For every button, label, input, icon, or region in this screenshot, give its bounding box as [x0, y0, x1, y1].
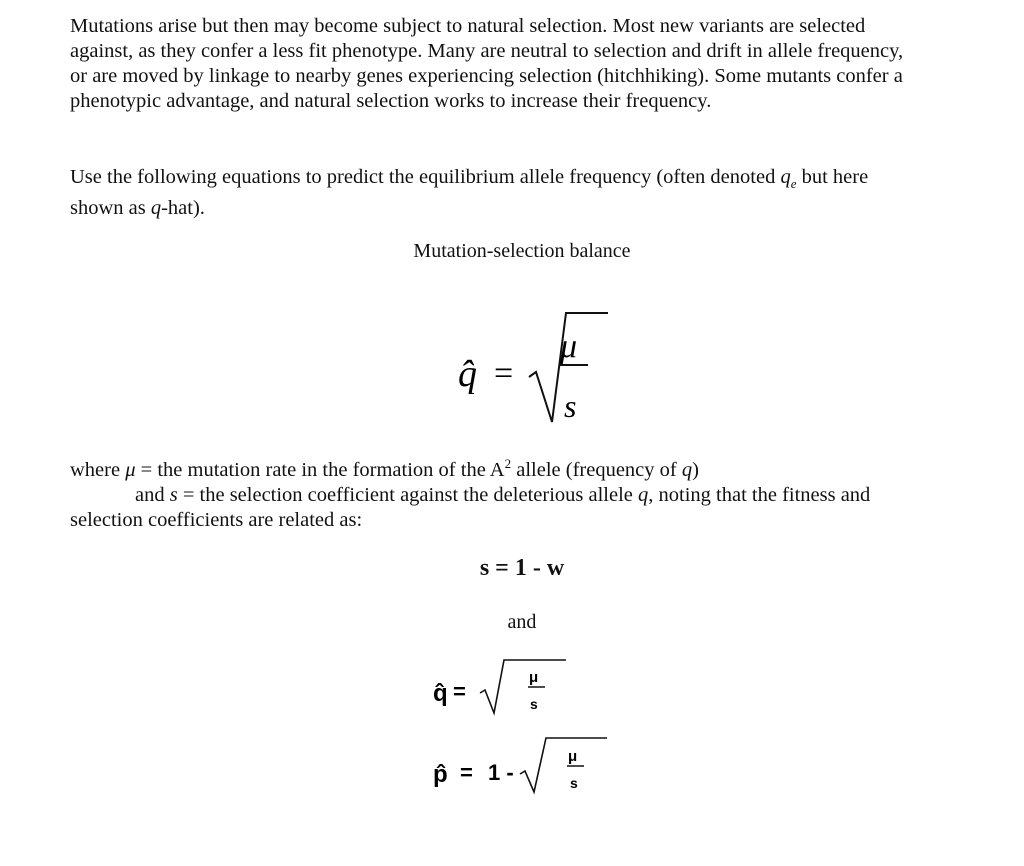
instruction-text: but here [796, 166, 869, 188]
instruction-q: q [780, 166, 791, 188]
q-hat-denominator: s [530, 696, 538, 712]
definition-text: , noting that the fitness and [648, 483, 871, 506]
instruction-subscript-e: e [790, 176, 797, 192]
definition-mu-line [70, 451, 970, 483]
q-hat-equals: = [453, 679, 466, 704]
q-hat-formula [430, 655, 580, 717]
p-hat-one-minus: 1 - [488, 760, 514, 785]
intro-line: or are moved by linkage to nearby genes experiencing selection (hitchhiking). Some mutants confer a [70, 65, 903, 87]
definition-q: q [638, 483, 649, 506]
formula-lhs: q̂ [458, 353, 477, 395]
formula-denominator: s [564, 388, 577, 424]
mutation-selection-formula [440, 300, 610, 430]
definition-text: = the mutation rate in the formation of the A [135, 458, 505, 481]
instruction-q: q [150, 197, 162, 220]
instruction-text: -hat). [161, 197, 205, 220]
instruction-text: shown as [70, 197, 151, 220]
p-hat-denominator: s [570, 775, 578, 791]
definition-q: q [681, 458, 693, 481]
instruction-line-2 [70, 196, 970, 221]
instruction-text: Use the following equations to predict the equilibrium allele frequency (often denoted [70, 166, 781, 188]
definition-s-line [70, 483, 970, 508]
p-hat-equals: = [460, 760, 473, 785]
superscript-2: 2 [504, 456, 512, 471]
intro-line: phenotypic advantage, and natural selection works to increase their frequency. [70, 90, 712, 112]
formula-equals: = [494, 355, 514, 392]
definitions-paragraph [70, 451, 970, 533]
fitness-equation: s = 1 - w [479, 555, 565, 581]
q-hat-numerator: μ [529, 669, 539, 686]
instruction-line-1 [70, 165, 970, 196]
definition-text: ) [692, 458, 699, 481]
definition-text: = the selection coefficient against the deleterious allele [177, 483, 639, 506]
definition-s: s [169, 483, 178, 506]
sqrt-radical [480, 660, 566, 713]
definition-text: where [70, 458, 126, 481]
definition-text: and [135, 483, 170, 506]
q-hat-lhs: q̂ [433, 680, 448, 707]
intro-line: Mutations arise but then may become subject to natural selection. Most new variants are selected [70, 15, 866, 37]
section-title: Mutation-selection balance [413, 240, 631, 262]
definition-line-3: selection coefficients are related as: [70, 508, 363, 531]
instruction-paragraph [70, 165, 970, 221]
sqrt-radical [520, 738, 607, 792]
p-hat-numerator: μ [568, 748, 578, 765]
p-hat-formula [430, 730, 620, 796]
intro-line: against, as they confer a less fit phenotype. Many are neutral to selection and drift in allele frequency, [70, 40, 904, 62]
definition-mu: μ [125, 458, 136, 481]
definition-text: allele (frequency of [511, 458, 682, 481]
and-label: and [507, 611, 537, 633]
intro-paragraph [70, 14, 970, 114]
p-hat-lhs: p̂ [433, 761, 448, 788]
formula-numerator: μ [560, 328, 578, 365]
